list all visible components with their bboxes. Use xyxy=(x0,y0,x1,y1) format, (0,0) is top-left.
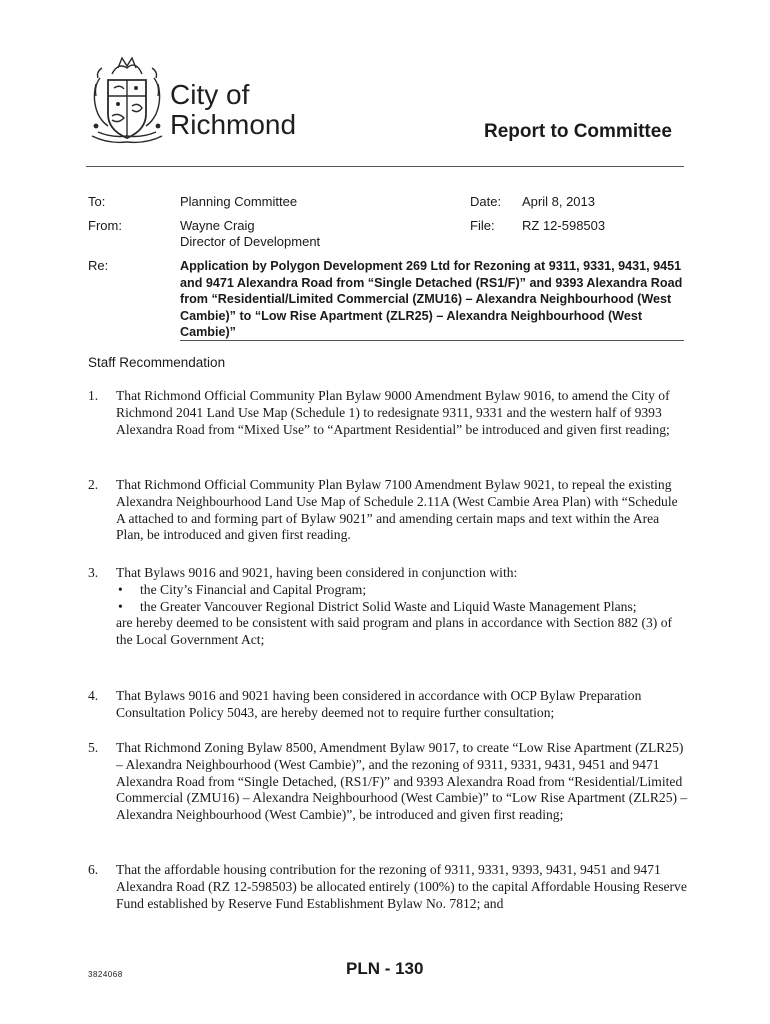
item-number: 2. xyxy=(88,477,99,492)
report-title: Report to Committee xyxy=(484,121,672,142)
date-value: April 8, 2013 xyxy=(522,194,595,209)
item-text: That Richmond Official Community Plan Bylaw 7100 Amendment Bylaw 9021, to repeal the existing Alexandra Neighbourhood Land Use Map of Schedule 2.11A (West Cambie Area Plan) with “Schedule A attached to and forming part of Bylaw 9021” and amending certain maps and text within the Area Plan, be introduced and given first reading. xyxy=(116,477,678,543)
to-value: Planning Committee xyxy=(180,194,298,209)
document-code: 3824068 xyxy=(88,970,123,979)
recommendation-item xyxy=(88,740,688,824)
from-title: Director of Development xyxy=(180,234,321,249)
item-text: That Richmond Zoning Bylaw 8500, Amendment Bylaw 9017, to create “Low Rise Apartment (ZLR25) – Alexandra Neighbourhood (West Cambie)”, and the rezoning of 9311, 9331, 9431, 9451 and 9471 Alexandra Road from “Single Detached, (RS1/F)” and 9393 Alexandra Road from “Residential/Limited Commercial (ZMU16) – Alexandra Neighbourhood (West Cambie)” to “Low Rise Apartment (ZLR25) – Alexandra Neighbourhood (West Cambie)”, be introduced and given first reading; xyxy=(116,740,688,823)
from-name: Wayne Craig xyxy=(180,218,255,233)
page-number: PLN - 130 xyxy=(346,959,424,978)
item-number: 6. xyxy=(88,862,99,877)
file-label: File: xyxy=(470,218,495,233)
bullet-icon: • xyxy=(118,598,123,614)
city-name-line2: Richmond xyxy=(170,109,297,140)
recommendation-item xyxy=(88,565,688,649)
bullet-text: the Greater Vancouver Regional District Solid Waste and Liquid Waste Management Plans; xyxy=(140,598,637,614)
item-number: 4. xyxy=(88,688,99,703)
recommendation-item xyxy=(88,388,688,438)
item-intro: That Bylaws 9016 and 9021, having been considered in conjunction with: xyxy=(116,565,518,580)
item-number: 5. xyxy=(88,740,99,755)
item-text: That the affordable housing contribution for the rezoning of 9311, 9331, 9393, 9431, 9451 and 9471 Alexandra Road (RZ 12-598503) be allocated entirely (100%) to the capital Affordable Housing Reserve Fund established by Reserve Fund Establishment Bylaw No. 7812; and xyxy=(116,862,687,911)
item-number: 1. xyxy=(88,388,99,403)
recommendation-item xyxy=(88,862,688,912)
item-text: That Richmond Official Community Plan Bylaw 9000 Amendment Bylaw 9016, to amend the City of Richmond 2041 Land Use Map (Schedule 1) to redesignate 9311, 9331 and the western half of 9393 Alexandra Road from “Mixed Use” to “Apartment Residential” be introduced and given first reading; xyxy=(116,388,670,437)
re-subject: Application by Polygon Development 269 Ltd for Rezoning at 9311, 9331, 9431, 9451 and 9471 Alexandra Road from “Single Detached (RS1/F)” and 9393 Alexandra Road from “Residential/Limited Commercial (ZMU16) – Alexandra Neighbourhood (West Cambie)” to “Low Rise Apartment (ZLR25) – Alexandra Neighbourhood (West Cambie)” xyxy=(180,259,683,339)
re-label: Re: xyxy=(88,258,109,273)
recommendation-item xyxy=(88,688,688,722)
bullet-item xyxy=(116,599,688,616)
to-label: To: xyxy=(88,194,106,209)
item-outro: are hereby deemed to be consistent with said program and plans in accordance with Section 882 (3) of the Local Government Act; xyxy=(116,615,673,648)
bullet-icon: • xyxy=(118,581,123,597)
from-label: From: xyxy=(88,218,122,233)
bullet-text: the City’s Financial and Capital Program; xyxy=(140,581,367,597)
city-crest-logo xyxy=(88,56,166,148)
item-number: 3. xyxy=(88,565,99,580)
recommendation-item xyxy=(88,477,688,544)
item-text: That Bylaws 9016 and 9021 having been considered in accordance with OCP Bylaw Preparation Consultation Policy 5043, are hereby deemed not to require further consultation; xyxy=(116,688,642,720)
city-name-line1: City of xyxy=(170,79,250,110)
bullet-item xyxy=(116,582,688,599)
city-name xyxy=(170,80,296,140)
date-label: Date: xyxy=(470,194,502,209)
section-heading: Staff Recommendation xyxy=(88,355,226,370)
file-value: RZ 12-598503 xyxy=(522,218,606,233)
header-divider-bottom xyxy=(180,340,684,341)
header-divider-top xyxy=(86,166,684,167)
